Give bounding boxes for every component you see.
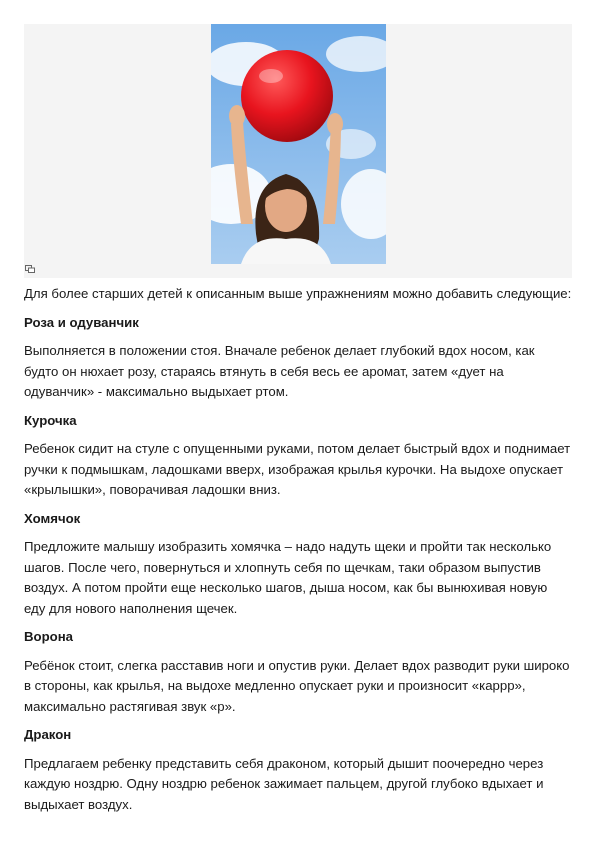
section-rose-dandelion [24, 313, 572, 403]
section-text: Предлагаем ребенку представить себя драконом, который дышит поочередно через каждую ноздрю. Одну ноздрю ребенок зажимает пальцем, другой глубоко вдыхает и выдыхает воздух. [24, 755, 544, 812]
section-heading: Хомячок [24, 510, 81, 526]
section-heading: Роза и одуванчик [24, 314, 139, 330]
section-text: Выполняется в положении стоя. Вначале ребенок делает глубокий вдох носом, как будто он нюхает розу, стараясь втянуть в себя весь ее аромат, затем «дует на одуванчик» - максимально выдыхает ртом. [24, 343, 535, 399]
section-dragon [24, 725, 572, 815]
section-crow [24, 627, 572, 717]
section-hen [24, 411, 572, 501]
section-heading: Дракон [24, 727, 72, 742]
section-heading: Ворона [24, 629, 73, 644]
section-text: Ребенок сидит на стуле с опущенными руками, потом делает быстрый вдох и поднимает ручки к подмышкам, ладошками вверх, изображая крылья курочки. На выдохе опускает «крылышки», поворачивая ладошки вниз. [24, 441, 571, 497]
section-hamster [24, 509, 572, 620]
article-body [24, 284, 572, 823]
intro-paragraph: Для более старших детей к описанным выше упражнениям можно добавить следующие: [24, 286, 572, 301]
image-caption-icon [25, 265, 35, 273]
section-text: Предложите малышу изобразить хомячка – надо надуть щеки и пройти так несколько шагов. После чего, повернуться и хлопнуть себя по щечкам, таки образом выпустив воздух. А потом пройти еще несколько шагов, дыша носом, как бы вынюхивая новую еду для нового наполнения щечек. [24, 539, 552, 616]
photo-girl-with-red-ball [211, 24, 386, 264]
section-heading: Курочка [24, 412, 77, 428]
section-text: Ребёнок стоит, слегка расставив ноги и опустив руки. Делает вдох разводит руки широко в стороны, как крылья, на выдохе медленно опускает руки и произносит «каррр», максимально растягивая звук «р». [24, 657, 570, 714]
